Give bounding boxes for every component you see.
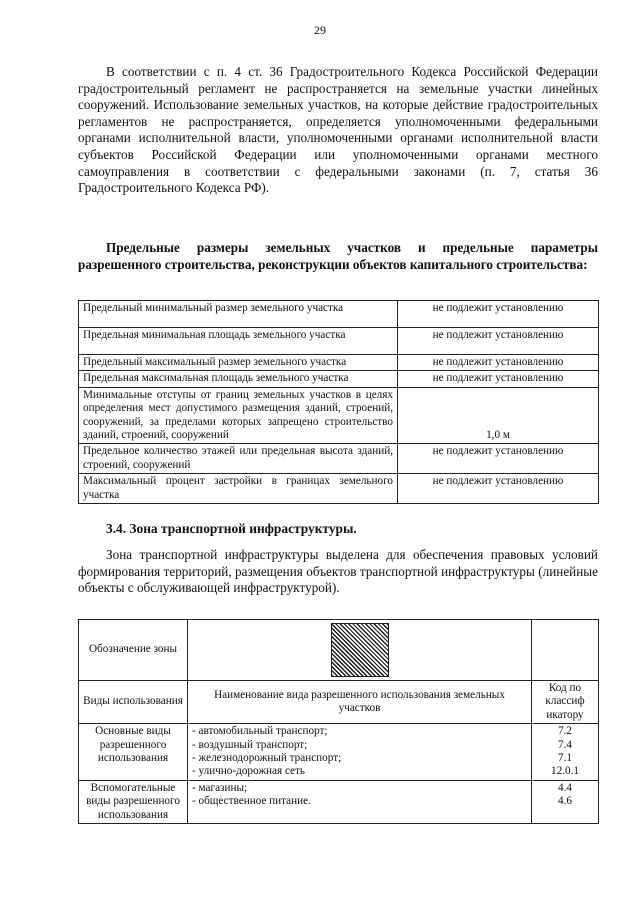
param-name: Предельная минимальная площадь земельного участка [79, 328, 398, 355]
list-item: - магазины; [192, 781, 248, 794]
table-row [79, 444, 599, 474]
main-codes-list [532, 724, 599, 781]
aux-codes-list [532, 780, 599, 823]
param-name: Максимальный процент застройки в границах земельного участка [79, 474, 398, 504]
page-number: 29 [314, 23, 326, 37]
intro-paragraph: В соответствии с п. 4 ст. 36 Градостроительного Кодекса Российской Федерации градостроительный регламент не распространяется на земельные участки линейных сооружений. Использование земельных участков, на которые действие градостроительных регламентов не распространяется, определяется уполномоченными федеральными органами исполнительной власти, уполномоченными органами исполнительной власти субъектов Российской Федерации или уполномоченными органами местного самоуправления в соответствии с федеральными законами (п. 7, статья 36 Градостроительного Кодекса РФ). [78, 64, 598, 196]
aux-kinds-label: Вспомогательные виды разрешенного использования [79, 780, 188, 823]
param-name: Предельный максимальный размер земельного участка [79, 355, 398, 371]
param-value: не подлежит установлению [398, 355, 599, 371]
param-value: не подлежит установлению [398, 444, 599, 474]
param-value: 1,0 м [398, 387, 599, 444]
list-item: - железнодорожный транспорт; [192, 752, 342, 765]
table-row [79, 681, 599, 724]
code-item: 4.6 [558, 795, 572, 808]
table-row [79, 387, 599, 444]
code-item: 7.2 [558, 725, 572, 738]
empty-cell [532, 620, 599, 681]
aux-kinds-list [188, 780, 532, 823]
param-name: Предельный минимальный размер земельного участка [79, 301, 398, 328]
param-name: Предельная максимальная площадь земельного участка [79, 371, 398, 387]
table-row [79, 328, 599, 355]
zone-symbol-cell [188, 620, 532, 681]
list-item: - автомобильный транспорт; [192, 725, 328, 738]
params-heading: Предельные размеры земельных участков и предельные параметры разрешенного строительства, реконструкции объектов капитального строительства: [78, 240, 598, 272]
zone-hatch-symbol [331, 623, 389, 677]
main-kinds-list [188, 724, 532, 781]
param-value: не подлежит установлению [398, 328, 599, 355]
param-value: не подлежит установлению [398, 474, 599, 504]
param-value: не подлежит установлению [398, 371, 599, 387]
table-row [79, 780, 599, 823]
code-item: 7.1 [558, 752, 572, 765]
zone-table [78, 619, 599, 824]
code-item: 7.4 [558, 738, 572, 751]
code-item: 12.0.1 [551, 765, 579, 778]
table-row [79, 355, 599, 371]
param-name: Предельное количество этажей или предельная высота зданий, строений, сооружений [79, 444, 398, 474]
table-row [79, 620, 599, 681]
section-paragraph: Зона транспортной инфраструктуры выделена для обеспечения правовых условий формирования территорий, размещения объектов транспортной инфраструктуры (линейные объекты с обслуживающей инфраструктурой). [78, 547, 598, 596]
param-value: не подлежит установлению [398, 301, 599, 328]
code-header: Код по классиф икатору [532, 681, 599, 724]
table-row [79, 371, 599, 387]
kinds-label: Виды использования [79, 681, 188, 724]
table-row [79, 724, 599, 781]
name-header: Наименование вида разрешенного использования земельных участков [188, 681, 532, 724]
designation-label: Обозначение зоны [79, 620, 188, 681]
code-item: 4.4 [558, 781, 572, 794]
table-row [79, 474, 599, 504]
list-item: - общественное питание. [192, 795, 311, 808]
section-title: 3.4. Зона транспортной инфраструктуры. [106, 521, 357, 536]
params-table [78, 300, 599, 504]
table-row [79, 301, 599, 328]
main-kinds-label: Основные виды разрешенного использования [79, 724, 188, 781]
param-name: Минимальные отступы от границ земельных участков в целях определения мест допустимого размещения зданий, строений, сооружений, за пределами которых запрещено строительство зданий, строений, сооружений [79, 387, 398, 444]
list-item: - улично-дорожная сеть [192, 765, 306, 778]
list-item: - воздушный транспорт; [192, 738, 308, 751]
